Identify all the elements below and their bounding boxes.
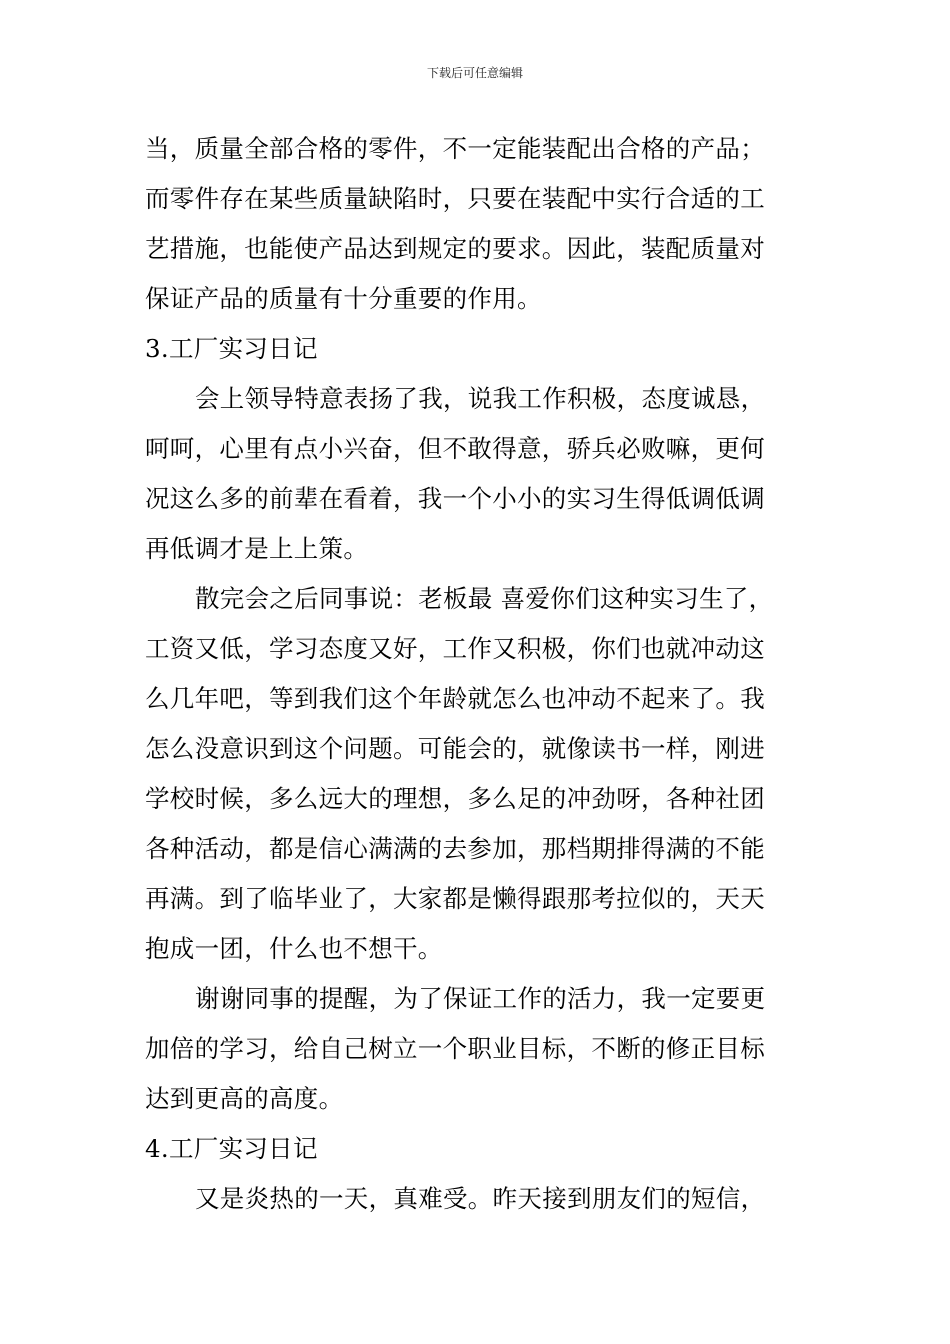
text-line: 学校时候，多么远大的理想，多么足的冲劲呀，各种社团 [145, 784, 765, 813]
text-line: 怎么没意识到这个问题。可能会的，就像读书一样，刚进 [145, 734, 765, 763]
text-line: 保证产品的质量有十分重要的作用。 [145, 284, 542, 313]
text-line: 当，质量全部合格的零件，不一定能装配出合格的产品； [145, 134, 765, 163]
text-line: 再满。到了临毕业了，大家都是懒得跟那考拉似的，天天 [145, 884, 765, 913]
text-line: 而零件存在某些质量缺陷时，只要在装配中实行合适的工 [145, 184, 765, 213]
paragraph-start: 谢谢同事的提醒，为了保证工作的活力，我一定要更 [195, 984, 766, 1013]
text-line: 况这么多的前辈在看着，我一个小小的实习生得低调低调 [145, 484, 765, 513]
text-line: 达到更高的高度。 [145, 1084, 344, 1113]
text-line: 再低调才是上上策。 [145, 534, 369, 563]
text-line: 呵呵，心里有点小兴奋，但不敢得意，骄兵必败嘛，更何 [145, 434, 765, 463]
paragraph-start: 会上领导特意表扬了我，说我工作积极，态度诚恳， [195, 384, 766, 413]
paragraph-start: 散完会之后同事说：老板最 喜爱你们这种实习生了， [195, 584, 774, 613]
text-line: 工资又低，学习态度又好，工作又积极，你们也就冲动这 [145, 634, 765, 663]
section-heading-4: 4.工厂实习日记 [145, 1134, 318, 1163]
paragraph-start: 又是炎热的一天，真难受。昨天接到朋友们的短信， [195, 1184, 766, 1213]
text-line: 各种活动，都是信心满满的去参加，那档期排得满的不能 [145, 834, 765, 863]
page-header: 下载后可任意编辑 [426, 66, 523, 80]
text-line: 么几年吧，等到我们这个年龄就怎么也冲动不起来了。我 [145, 684, 765, 713]
text-line: 艺措施，也能使产品达到规定的要求。因此，装配质量对 [145, 234, 765, 263]
section-heading-3: 3.工厂实习日记 [145, 334, 318, 363]
text-line: 抱成一团，什么也不想干。 [145, 934, 443, 963]
document-body [145, 124, 810, 1224]
text-line: 加倍的学习，给自己树立一个职业目标，不断的修正目标 [145, 1034, 765, 1063]
